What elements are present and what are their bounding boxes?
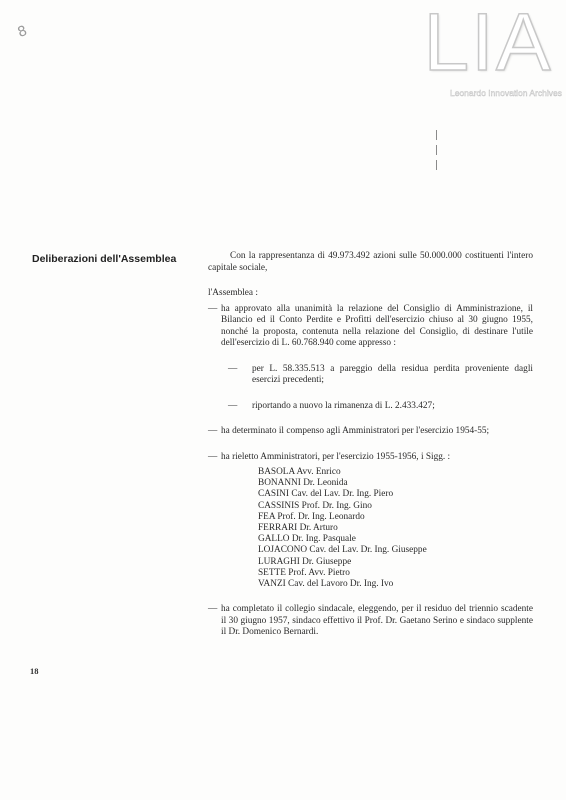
logo-subtitle: Leonardo Innovation Archives xyxy=(450,88,562,98)
list-item: LURAGHI Dr. Giuseppe xyxy=(258,556,352,567)
binding-mark xyxy=(436,130,437,140)
binding-mark xyxy=(436,160,437,170)
item-dash: — xyxy=(228,363,238,374)
item-dash: — xyxy=(228,400,238,411)
page-number: 18 xyxy=(30,666,39,676)
item-rieletto xyxy=(208,452,533,464)
list-item: CASSINIS Prof. Dr. Ing. Gino xyxy=(258,500,372,511)
logo-letters: LIA xyxy=(423,0,553,88)
pencil-mark: 8 xyxy=(15,22,30,42)
item-text: ha approvato alla unanimità la relazione del Consiglio di Amministrazione, il Bilancio ed il Conto Perdite e Profitti dell'esercizio chiuso al 30 giugno 1955, nonché la proposta, contenuta nella relazione del Consiglio, di destinare l'utile dell'esercizio di L. 60.768.940 come appresso : xyxy=(221,303,533,348)
list-item: FEA Prof. Dr. Ing. Leonardo xyxy=(258,511,365,522)
intro-paragraph: Con la rappresentanza di 49.973.492 azioni sulle 50.000.000 costituenti l'intero capitale sociale, xyxy=(208,251,533,273)
item-dash: — xyxy=(208,303,218,314)
lia-watermark-logo xyxy=(416,0,562,110)
subitem-pareggio xyxy=(208,364,533,387)
list-item: GALLO Dr. Ing. Pasquale xyxy=(258,534,356,545)
item-dash: — xyxy=(208,426,218,436)
body-text xyxy=(208,251,533,639)
item-approved xyxy=(208,304,533,350)
list-item: BASOLA Avv. Enrico xyxy=(258,467,341,477)
item-dash: — xyxy=(208,451,218,462)
list-item: SETTE Prof. Avv. Pietro xyxy=(258,567,350,578)
item-text: riportando a nuovo la rimanenza di L. 2.433.427; xyxy=(252,400,435,411)
section-heading: Deliberazioni dell'Assemblea xyxy=(32,253,177,265)
list-item: BONANNI Dr. Leonida xyxy=(258,478,348,489)
subitem-rimanenza xyxy=(208,401,533,413)
assembly-label: l'Assemblea : xyxy=(208,288,258,298)
item-text: ha rieletto Amministratori, per l'esercizio 1955-1956, i Sigg. : xyxy=(221,451,451,462)
item-text: ha determinato il compenso agli Amministratori per l'esercizio 1954-55; xyxy=(221,426,490,436)
item-text: per L. 58.335.513 a pareggio della residua perdita proveniente dagli esercizi precedenti; xyxy=(252,363,533,385)
list-item: CASINI Cav. del Lav. Dr. Ing. Piero xyxy=(258,489,394,500)
item-compenso xyxy=(208,426,533,438)
item-text: ha completato il collegio sindacale, eleggendo, per il residuo del triennio scadente il 30 giugno 1957, sindaco effettivo il Prof. Dr. Gaetano Serino e sindaco supplente il Dr. Domenico Bernardi. xyxy=(221,604,533,638)
list-item: VANZI Cav. del Lavoro Dr. Ing. Ivo xyxy=(258,579,394,590)
list-item: LOJACONO Cav. del Lav. Dr. Ing. Giuseppe xyxy=(258,545,427,556)
binding-mark xyxy=(436,145,437,155)
item-collegio xyxy=(208,604,533,639)
list-item: FERRARI Dr. Arturo xyxy=(258,523,338,534)
item-dash: — xyxy=(208,604,218,615)
directors-list xyxy=(208,467,533,590)
binding-marks xyxy=(433,130,439,174)
